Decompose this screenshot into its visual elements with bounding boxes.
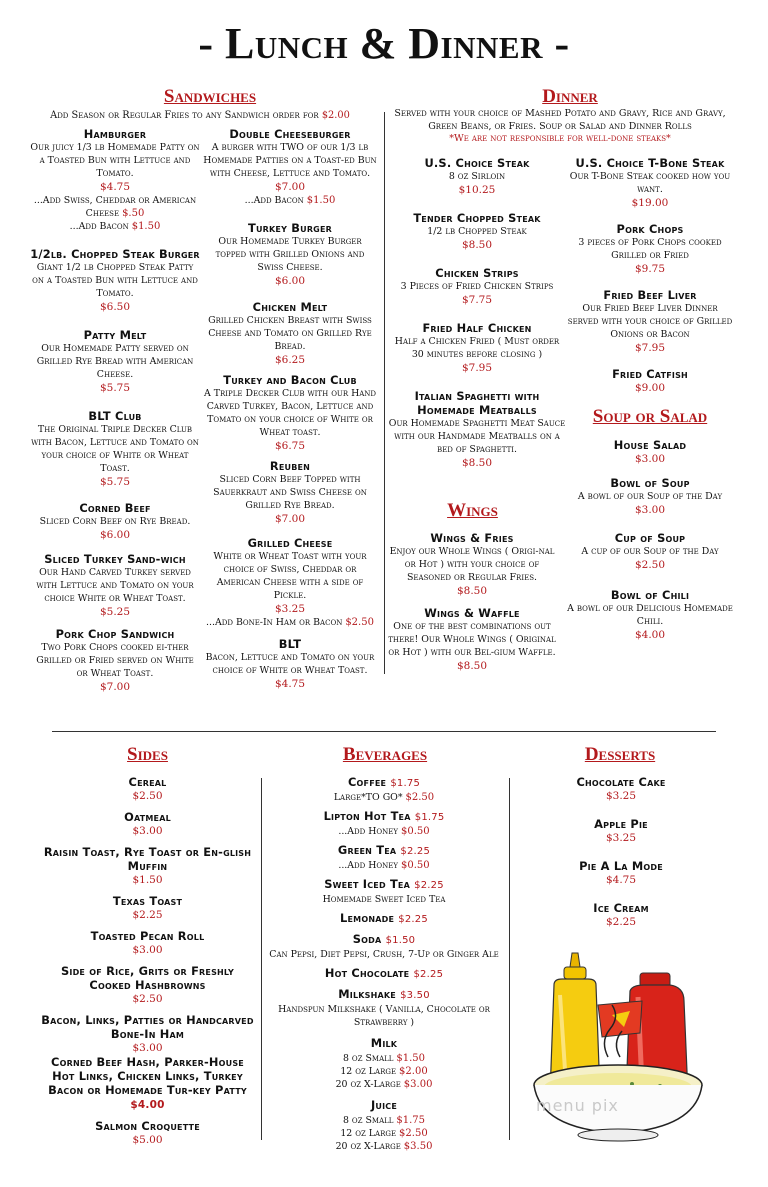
menu-item [566,476,734,517]
item-desc: A Triple Decker Club with our Hand Carved Turkey, Bacon, Lettuce and Tomato on your choice of White or Wheat toast. [203,388,377,438]
menu-item [202,127,378,207]
item-desc: Our Hand Carved Turkey served with Lettuce and Tomato on your choice White or Wheat Toast. [36,567,194,604]
item-name: Cereal [128,775,167,789]
item-price: $7.00 [274,181,306,193]
section-divider [52,731,716,732]
item-desc: Sliced Corn Beef on Rye Bread. [39,516,191,527]
item-price: $7.00 [274,513,306,525]
item-price: $5.25 [99,606,131,618]
item-desc: Giant 1/2 lb Chopped Steak Patty on a Toasted Bun with Lettuce and Tomato. [32,262,198,299]
item-desc: 20 oz X-Large $3.50 [335,1141,433,1152]
sandwiches-fries-note: Add Season or Regular Fries to any Sandwich order for $2.00 [50,110,350,121]
menu-item [202,221,378,288]
item-price: $8.50 [456,660,488,672]
item-desc: White or Wheat Toast with your choice of Swiss, Cheddar or American Cheese with a side of Pickle. [213,551,367,601]
item-price: $6.00 [99,529,131,541]
desserts-column [540,775,702,929]
item-name: Pork Chops [616,222,684,236]
menu-item [40,1119,255,1147]
menu-item [40,1013,255,1055]
item-name: Patty Melt [83,328,147,342]
item-name: BLT Club [88,409,142,423]
menu-item [30,247,200,314]
item-price: $7.75 [461,294,493,306]
item-price: $1.75 [390,778,421,789]
menu-item [388,321,566,375]
item-desc: Large*TO GO* $2.50 [333,792,435,803]
item-name: U.S. Choice T-Bone Steak [575,156,725,170]
menu-item [202,373,378,453]
item-price: $19.00 [631,197,669,209]
item-name: Corned Beef Hash, Parker-House Hot Links, Chicken Links, Turkey Bacon or Homemade Tur-key Patty [48,1055,247,1097]
item-price: $2.50 [634,559,666,571]
menu-item [566,288,734,355]
item-price: $4.00 [130,1099,165,1111]
item-desc: Our Homemade Patty served on Grilled Rye Bread with American Cheese. [36,343,194,380]
menu-item [388,389,566,470]
watermark: menu pix [536,1096,619,1115]
item-name: Milkshake $3.50 [338,987,430,1001]
item-price: $2.25 [605,916,637,928]
menu-item [30,409,200,489]
beverages-column [264,775,504,1153]
item-price: $8.50 [461,457,493,469]
item-name: Wings & Waffle [424,606,520,620]
menu-item [388,211,566,252]
menu-item [264,966,504,982]
item-desc: A bowl of our Delicious Homemade Chili. [567,603,733,627]
item-desc: 12 oz Large $2.00 [340,1066,428,1077]
item-price: $2.50 [132,993,163,1005]
menu-item [40,810,255,838]
item-price: $9.75 [634,263,666,275]
menu-item [202,637,378,691]
item-desc: Our Homemade Spaghetti Meat Sauce with our Handmade Meatballs on a bed of Spaghetti. [388,418,566,455]
item-name: Lipton Hot Tea $1.75 [323,809,445,823]
condiments-soup-illustration [520,945,730,1145]
item-desc: Our juicy 1/3 lb Homemade Patty on a Toasted Bun with Lettuce and Tomato. [30,142,200,179]
page-title: - Lunch & Dinner - [198,19,570,68]
menu-item [264,1098,504,1153]
item-price: $2.25 [398,914,428,925]
item-price: $3.50 [400,990,430,1001]
item-price: $5.75 [99,476,131,488]
item-name: Chocolate Cake [576,775,666,789]
item-name: Wings & Fries [430,531,514,545]
menu-item [40,1055,255,1112]
item-price: $2.50 [132,790,163,802]
dinner-note: Served with your choice of Mashed Potato and Gravy, Rice and Gravy, Green Beans, or Fries. Soup or Salad and Dinner Rolls *We are not responsible for well-done steaks* [394,108,726,144]
sides-column [40,775,255,1147]
item-name: Hot Chocolate $2.25 [324,966,444,980]
item-name: Bowl of Soup [610,476,690,490]
item-name: Turkey and Bacon Club [223,373,357,387]
item-price: $6.50 [99,301,131,313]
item-addon: ...Add Swiss, Cheddar or American Cheese $.50 [33,195,197,219]
item-price: $2.25 [414,880,444,891]
menu-item [264,987,504,1029]
sandwiches-heading: Sandwiches [163,86,257,107]
item-desc: 12 oz Large $2.50 [340,1128,428,1139]
item-price: $1.50 [385,935,416,946]
item-price: $7.95 [461,362,493,374]
item-price: $4.00 [634,629,666,641]
sides-heading: Sides [127,744,168,765]
wings-column [386,531,558,673]
item-price: $1.75 [414,812,445,823]
menu-item [264,1036,504,1091]
item-name: Side of Rice, Grits or Freshly Cooked Hashbrowns [61,964,234,992]
item-name: Double Cheeseburger [229,127,351,141]
item-price: $6.00 [274,275,306,287]
soup-salad-column [566,438,734,642]
item-name: Texas Toast [112,894,183,908]
dinner-left-column [388,156,566,470]
menu-item [540,901,702,929]
item-addon: ...Add Bacon $1.50 [244,195,336,206]
item-price: $9.00 [634,382,666,394]
item-price: $2.25 [413,969,444,980]
item-name: Fried Half Chicken [422,321,532,335]
menu-item [540,775,702,803]
item-desc: Enjoy our Whole Wings ( Origi-nal or Hot ) with your choice of Seasoned or Regular Fries. [389,546,555,583]
item-price: $10.25 [458,184,496,196]
menu-item [566,222,734,276]
menu-item [30,627,200,694]
sandwiches-right-column [202,127,378,691]
item-name: Bacon, Links, Patties or Handcarved Bone-In Ham [41,1013,254,1041]
column-divider [384,112,385,674]
sandwiches-left-column [30,127,200,694]
item-desc: One of the best combinations out there! Our Whole Wings ( Original or Hot ) with our Bel-gium Waffle. [388,621,556,658]
item-desc: 8 oz Sirloin [448,171,506,182]
item-price: $6.25 [274,354,306,366]
item-price: $6.75 [274,440,306,452]
item-price: $7.00 [99,681,131,693]
item-desc: Bacon, Lettuce and Tomato on your choice of White or Wheat Toast. [205,652,375,676]
item-desc: 20 oz X-Large $3.00 [335,1079,433,1090]
item-name: Fried Beef Liver [603,288,697,302]
menu-item [540,817,702,845]
item-price: $4.75 [99,181,131,193]
item-desc: 3 pieces of Pork Chops cooked Grilled or Fried [578,237,722,261]
item-name: Raisin Toast, Rye Toast or En-glish Muffin [43,845,252,873]
item-name: Tender Chopped Steak [413,211,541,225]
item-desc: Sliced Corn Beef Topped with Sauerkraut and Swiss Cheese on Grilled Rye Bread. [213,474,367,511]
menu-item [388,156,566,197]
item-name: Green Tea $2.25 [337,843,431,857]
menu-item [566,588,734,642]
item-name: Coffee $1.75 [347,775,421,789]
item-name: Apple Pie [594,817,648,831]
item-desc: 1/2 lb Chopped Steak [427,226,527,237]
item-desc: Can Pepsi, Diet Pepsi, Crush, 7-Up or Ginger Ale [269,949,499,960]
menu-item [540,859,702,887]
menu-item [40,845,255,887]
column-divider [509,778,510,1140]
wings-heading: Wings [447,500,498,521]
item-desc: A cup of our Soup of the Day [581,546,719,557]
item-price: $8.50 [456,585,488,597]
item-addon: ...Add Bacon $1.50 [69,221,161,232]
menu-item [40,894,255,922]
menu-item [566,531,734,572]
menu-item [40,775,255,803]
item-desc: Our Fried Beef Liver Dinner served with your choice of Grilled Onions or Bacon [567,303,733,340]
menu-item [388,266,566,307]
item-price: $4.75 [274,678,306,690]
item-price: $3.00 [634,453,666,465]
item-price: $4.75 [605,874,637,886]
item-name: Sliced Turkey Sand-wich [44,552,186,566]
item-desc: ...Add Honey $0.50 [338,826,430,837]
desserts-heading: Desserts [584,744,656,765]
menu-item [202,300,378,367]
item-name: Corned Beef [79,501,151,515]
item-addon: ...Add Bone-In Ham or Bacon $2.50 [206,617,374,628]
item-name: 1/2lb. Chopped Steak Burger [30,247,200,261]
item-price: $3.00 [132,825,163,837]
item-name: Chicken Strips [435,266,519,280]
menu-item [30,328,200,395]
item-name: Lemonade $2.25 [340,911,428,925]
item-name: House Salad [613,438,687,452]
menu-item [386,606,558,673]
item-price: $5.00 [132,1134,163,1146]
menu-item [264,843,504,872]
item-name: Cup of Soup [614,531,686,545]
item-name: Pie A La Mode [579,859,663,873]
beverages-heading: Beverages [342,744,428,765]
menu-item [264,877,504,906]
dinner-right-column [566,156,734,395]
item-name: Turkey Burger [248,221,332,235]
item-desc: 8 oz Small $1.75 [342,1115,426,1126]
item-desc: 3 Pieces of Fried Chicken Strips [400,281,554,292]
item-desc: 8 oz Small $1.50 [342,1053,426,1064]
menu-item [40,964,255,1006]
item-name: BLT [278,637,302,651]
menu-item [30,127,200,233]
item-price: $3.25 [605,790,637,802]
item-name: Chicken Melt [252,300,328,314]
item-name: Ice Cream [593,901,649,915]
item-price: $2.25 [400,846,431,857]
item-desc: ...Add Honey $0.50 [338,860,430,871]
item-name: Sweet Iced Tea $2.25 [324,877,444,891]
item-price: $1.50 [132,874,163,886]
item-price: $3.25 [605,832,637,844]
item-desc: Half a Chicken Fried ( Must order 30 minutes before closing ) [394,336,560,360]
menu-item [202,536,378,629]
item-name: Hamburger [83,127,147,141]
menu-item [566,156,734,210]
item-price: $3.00 [634,504,666,516]
item-name: Toasted Pecan Roll [90,929,205,943]
item-name: Salmon Croquette [95,1119,200,1133]
item-name: Grilled Cheese [247,536,333,550]
item-desc: Handspun Milkshake ( Vanilla, Chocolate or Strawberry ) [278,1004,490,1028]
menu-item [566,438,734,466]
menu-item [566,367,734,395]
item-desc: The Original Triple Decker Club with Bacon, Lettuce and Tomato on your choice of White or Wheat Toast. [31,424,199,474]
item-name: Soda $1.50 [352,932,416,946]
menu-item [30,552,200,619]
item-price: $5.75 [99,382,131,394]
menu-item [264,932,504,961]
item-name: Oatmeal [124,810,171,824]
menu-item [264,775,504,804]
item-name: Milk [370,1036,398,1050]
item-name: Juice [370,1098,398,1112]
item-price: $2.25 [132,909,163,921]
menu-item [30,501,200,542]
item-price: $8.50 [461,239,493,251]
item-price: $3.00 [132,944,163,956]
item-desc: A burger with TWO of our 1/3 lb Homemade Patties on a Toast-ed Bun with Cheese, Lettuce and Tomato. [203,142,377,179]
menu-item [264,911,504,927]
column-divider [261,778,262,1140]
item-name: U.S. Choice Steak [424,156,530,170]
soup-salad-heading: Soup or Salad [592,406,708,427]
item-name: Italian Spaghetti with Homemade Meatballs [414,389,540,417]
item-name: Bowl of Chili [610,588,690,602]
menu-item [40,929,255,957]
item-desc: Our T-Bone Steak cooked how you want. [569,171,731,195]
dinner-heading: Dinner [542,86,598,107]
item-name: Fried Catfish [612,367,688,381]
item-price: $3.00 [132,1042,163,1054]
item-price: $7.95 [634,342,666,354]
menu-item [264,809,504,838]
menu-item [386,531,558,598]
item-name: Pork Chop Sandwich [55,627,175,641]
item-price: $3.25 [274,603,306,615]
item-desc: Our Homemade Turkey Burger topped with Grilled Onions and Swiss Cheese. [215,236,365,273]
item-name: Reuben [269,459,311,473]
menu-item [202,459,378,526]
item-desc: A bowl of our Soup of the Day [577,491,723,502]
item-desc: Grilled Chicken Breast with Swiss Cheese and Tomato on Grilled Rye Bread. [208,315,372,352]
item-desc: Two Pork Chops cooked ei-ther Grilled or Fried served on White or Wheat Toast. [36,642,194,679]
item-desc: Homemade Sweet Iced Tea [322,894,446,905]
